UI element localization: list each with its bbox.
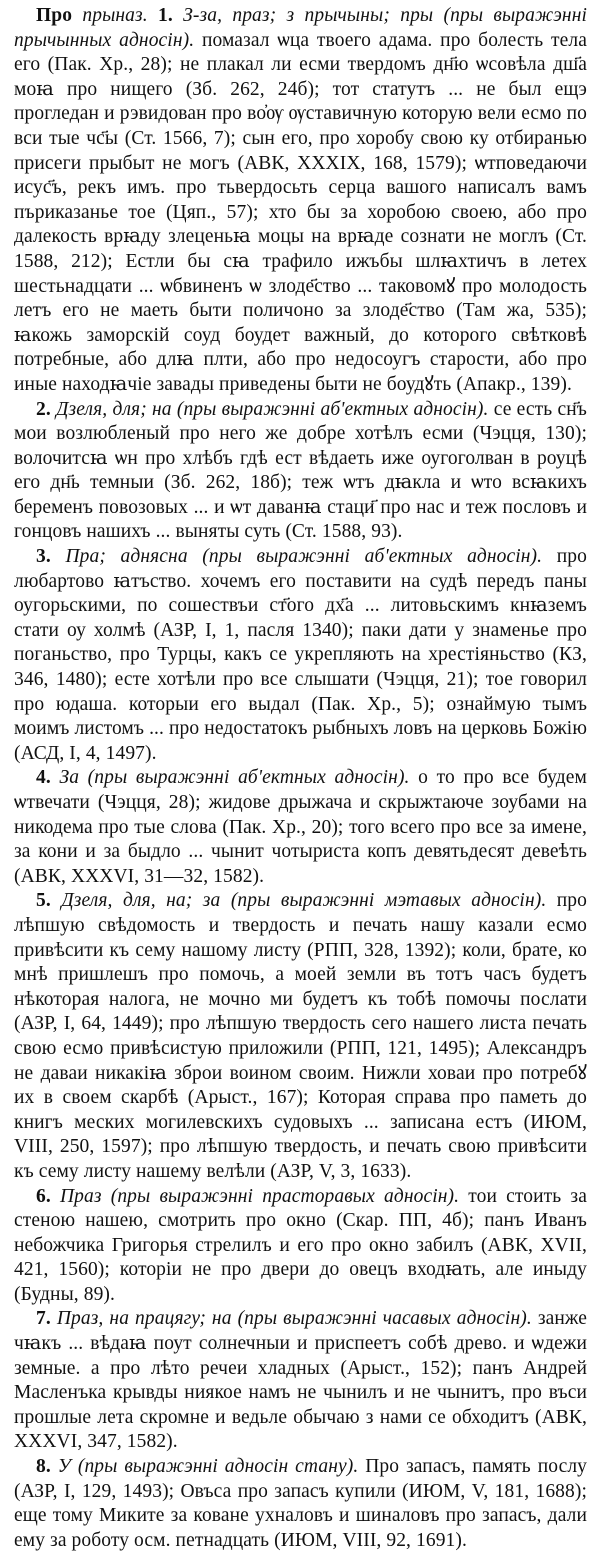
sense-number: 8. [36,1456,51,1478]
sense-gloss: Дзеля, для; на (пры выражэнні аб'ектных адносін). [56,398,489,420]
sense-8 [14,1455,587,1553]
sense-number: 7. [36,1308,51,1330]
grammar-label: прыназ. [82,5,148,26]
sense-number: 6. [36,1185,51,1207]
sense-3 [14,545,587,766]
sense-text: помазал ѡца твоего адама. про болесть тела его (Пак. Хр., 28); не плакал ли есми твердомъ дн҃ю ѡсовѣла дш҃а моꙗ про нищего (Зб. 262, 24б); тот статутъ ... не был ещэ прогледан и рэвидован про во҆ѹ ѹставичную которую вели есмо по вси тые чс҃ы (Ст. 1566, 7); сын его, про хоробу свою ку отбиранью присеги прыбыт не могъ (АВК, XXXIX, 168, 1579); ѡтповедаючи исус҃ъ, рекъ имъ. про тьвердосьть серца вашого написалъ вамъ пъриказанье тое (Цяп., 57); хто бы за хоробою своею, або про далекость врꙗду злеценьꙗ моцы на врꙗде сознати не моглъ (Ст. 1588, 212); Естли бы сꙗ трафило ижъбы шлꙗхтичъ в летех шестьнадцати ... ѡбвиненъ ѡ злоде҃ство ... таковомꙋ про молодость летъ его не маеть быти поличоно за злоде҃ство (Там жа, 535); ꙗкожь заморскій соуд боудет важный, до которого свѣтковѣ потребные, або длꙗ плти, або про недосоугъ старости, або про иные находꙗчіе завады приведены быти не боудꙋть (Апакр., 139). [14,29,587,395]
sense-number: 2. [36,398,51,420]
sense-5 [14,889,587,1184]
sense-text: се есть сн҃ъ мои возлюбленый про него же добре хотѣлъ есми (Чэцця, 130); волочитсꙗ ѡн про хлѣбъ гдѣ ест вѣдаеть иже оугоголван в роуцѣ его дн҃ь темныи (Зб. 262, 18б); теж ѡтъ дꙗкла и ѡто всꙗкихъ беременъ повозовых ... и ѡт даванꙗ стаци҃ про нас и теж пословъ и гонцовъ нашихъ ... выняты суть (Ст. 1588, 93). [14,398,587,543]
sense-number: 5. [36,890,51,912]
sense-number: 4. [36,767,51,789]
sense-gloss: За (пры выражэнні аб'ектных адносін). [59,767,410,789]
sense-number: 3. [36,546,51,568]
sense-text: о то про все будем ѡтвечати (Чэцця, 28); жидове дрыжача и скрыжтаюче зоубами на никодема про тые слова (Пак. Хр., 20); того всего про все за имене, за кони и за быдло ... чынит чотыриста копъ девятьдесят девеѣть (АВК, XXXVI, 31—32, 1582). [14,767,587,887]
sense-7 [14,1307,587,1455]
sense-1 [14,4,587,398]
sense-number: 1. [158,5,173,26]
sense-text: занже чꙗкъ ... вѣдаꙗ поут солнечныи и приспеетъ собѣ древо. и ѡдежи земные. а про лѣто речеи хладных (Арыст., 152); панъ Андрей Масленъка крывды ниякое намъ не чынилъ и не чынитъ, про въси прошлые лета скромне и ведьле обычаю з нами се обходитъ (АВК, XXXVI, 347, 1582). [14,1308,587,1453]
sense-text: тои стоить за стеною нашею, смотрить про окно (Скар. ПП, 4б); панъ Иванъ небожчика Григорья стрелилъ и его про окно забилъ (АВК, XVII, 421, 1560); которіи не про двери до овецъ входꙗть, але иныду (Будны, 89). [14,1185,587,1305]
sense-text: про любартово ꙗтъство. хочемъ его поставити на судѣ передъ паны оугорьскими, по сошествъи ст҃ого дх҃а ... литовьскимъ кнꙗземъ стати оу холмѣ (АЗР, I, 1, пасля 1340); паки дати у знаменье про поганьство, про Турцы, какъ се укрепляють на хрестіяньство (КЗ, 346, 1480); есте хотѣли про все слышати (Чэцця, 21); тое говорил про юдаша. которыи его выдал (Пак. Хр., 5); ознаймую тымъ моимъ листомъ ... про недостатокъ рыбныхъ ловъ на церковь Божію (АСД, I, 4, 1497). [14,546,587,764]
sense-6 [14,1185,587,1308]
sense-gloss: Пра; аднясна (пры выражэнні аб'ектных адносін). [65,546,543,568]
sense-gloss: Праз (пры выражэнні прасторавых адносін). [59,1185,460,1207]
sense-2 [14,398,587,546]
sense-gloss: У (пры выражэнні адносін стану). [57,1456,359,1478]
sense-gloss: З-за, праз; з прычыны; пры (пры выражэнні прычынных адносін). [14,5,587,51]
sense-4 [14,766,587,889]
headword: Про [36,5,73,26]
sense-gloss: Дзеля, для, на; за (пры выражэнні мэтавых адносін). [61,890,547,912]
sense-gloss: Праз, на працягу; на (пры выражэнні часавых адносін). [56,1308,532,1330]
sense-text: про лѣпшую свѣдомость и твердость и печать нашу казали есмо привѣсити къ сему нашому листу (РПП, 328, 1392); коли, брате, ко мнѣ пришлешъ про помочь, а моей земли въ тотъ часъ будетъ нѣкоторая налога, не мочно ми будетъ къ тобѣ помочы послати (АЗР, I, 64, 1449); про лѣпшую твердость сего нашего листа печать свою есмо привѣсистую приложили (РПП, 121, 1495); Александръ не даваи никакіꙗ зброи воином своим. Нижли ховаи про потребꙋ их в своем скарбѣ (Арыст., 167); Которая справа про паметь до книгъ меских могилевскихъ судовыхъ ... записана естъ (ИЮМ, VIII, 250, 1597); про лѣпшую твердость, и печать свою привѣсити къ сему листу нашему велѣли (АЗР, V, 3, 1633). [14,890,588,1182]
sense-text: Про запасъ, память послу (АЗР, I, 129, 1493); Овъса про запасъ купили (ИЮМ, V, 181, 1688); еще тому Микитe за кованe ухналовъ и шиналовъ про запасъ, дали ему за роботу осм. петнадцать (ИЮМ, VIII, 92, 1691). [14,1456,588,1551]
